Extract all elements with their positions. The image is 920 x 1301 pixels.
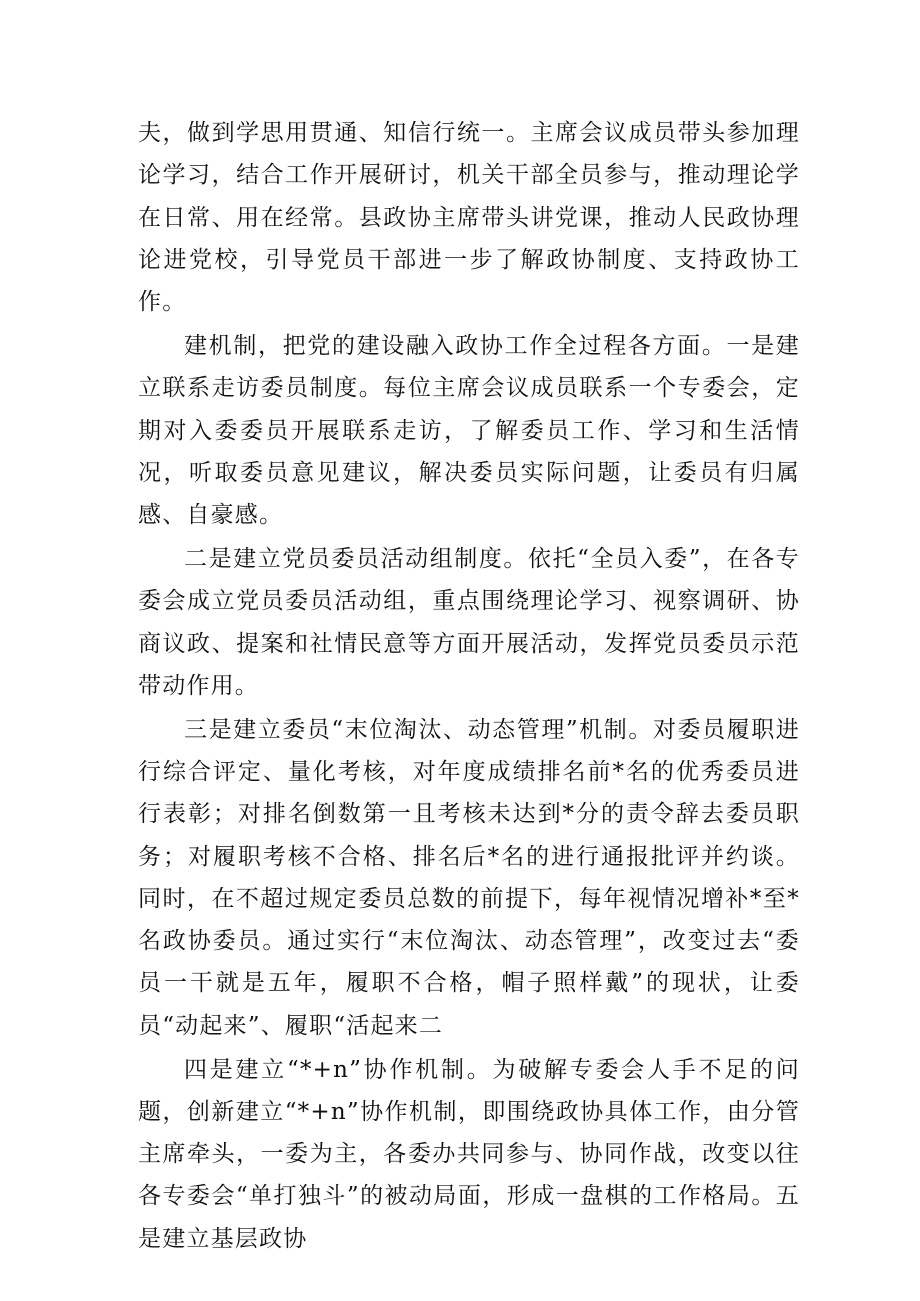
document-body	[138, 112, 800, 1260]
paragraph-1: 夫，做到学思用贯通、知信行统一。主席会议成员带头参加理论学习，结合工作开展研讨，机关干部全员参与，推动理论学在日常、用在经常。县政协主席带头讲党课，推动人民政协理论进党校，引导党员干部进一步了解政协制度、支持政协工作。	[138, 120, 800, 316]
paragraph-2: 建机制，把党的建设融入政协工作全过程各方面。一是建立联系走访委员制度。每位主席会议成员联系一个专委会，定期对入委委员开展联系走访，了解委员工作、学习和生活情况，听取委员意见建议，解决委员实际问题，让委员有归属感、自豪感。	[138, 332, 800, 529]
paragraph-5: 四是建立“*+n”协作机制。为破解专委会人手不足的问题，创新建立“*+n”协作机制，即围绕政协具体工作，由分管主席牵头，一委为主，各委办共同参与、协同作战，改变以往各专委会“单打独斗”的被动局面，形成一盘棋的工作格局。五是建立基层政协	[138, 1056, 800, 1252]
paragraph-3: 二是建立党员委员活动组制度。依托“全员入委”，在各专委会成立党员委员活动组，重点围绕理论学习、视察调研、协商议政、提案和社情民意等方面开展活动，发挥党员委员示范带动作用。	[138, 545, 800, 699]
paragraph-4: 三是建立委员“末位淘汰、动态管理”机制。对委员履职进行综合评定、量化考核，对年度成绩排名前*名的优秀委员进行表彰；对排名倒数第一且考核未达到*分的责令辞去委员职务；对履职考核不合格、排名后*名的进行通报批评并约谈。同时，在不超过规定委员总数的前提下，每年视情况增补*至*名政协委员。通过实行“末位淘汰、动态管理”，改变过去“委员一干就是五年，履职不合格，帽子照样戴”的现状，让委员“动起来”、履职“活起来二	[138, 716, 800, 1039]
